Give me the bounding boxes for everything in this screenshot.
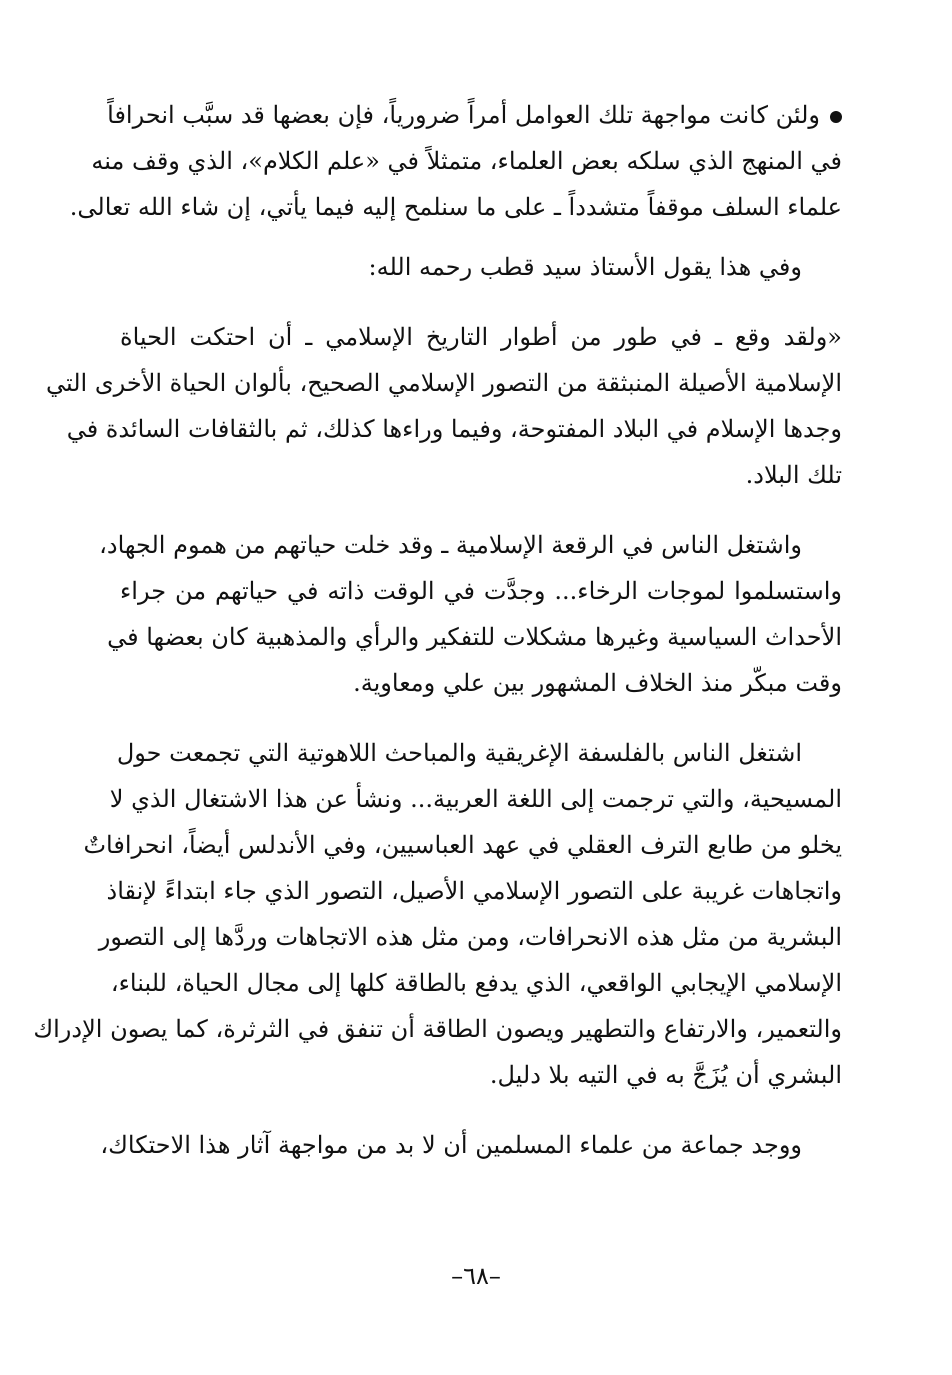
text-line: المسيحية، والتي ترجمت إلى اللغة العربية... ونشأ عن هذا الاشتغال الذي لا	[109, 785, 842, 813]
text-line: ووجد جماعة من علماء المسلمين أن لا بد من مواجهة آثار هذا الاحتكاك،	[100, 1131, 802, 1159]
bullet-icon	[830, 111, 842, 123]
text-line: واستسلموا لموجات الرخاء... وجدَّت في الوقت ذاته في حياتهم من جراء	[120, 577, 843, 605]
text-line: الأحداث السياسية وغيرها مشكلات للتفكير والرأي والمذهبية كان بعضها في	[107, 623, 842, 651]
paragraph-continuation	[100, 1122, 842, 1168]
text-line: ولئن كانت مواجهة تلك العوامل أمراً ضرورياً، فإن بعضها قد سبَّب انحرافاً	[120, 92, 842, 138]
text-line: واتجاهات غريبة على التصور الإسلامي الأصيل، التصور الذي جاء ابتداءً لإنقاذ	[106, 877, 842, 905]
text-line: البشري أن يُزَجَّ به في التيه بلا دليل.	[489, 1061, 842, 1089]
text-line: الإسلامية الأصيلة المنبثقة من التصور الإسلامي الصحيح، بألوان الحياة الأخرى التي	[45, 369, 842, 397]
paragraph-quote-1	[45, 314, 842, 498]
text-line: وجدها الإسلام في البلاد المفتوحة، وفيما وراءها كذلك، ثم بالثقافات السائدة في	[66, 415, 842, 443]
paragraph-quote-2	[99, 522, 843, 706]
text-line: الإسلامي الإيجابي الواقعي، الذي يدفع بالطاقة كلها إلى مجال الحياة، للبناء،	[110, 969, 842, 997]
text-line: اشتغل الناس بالفلسفة الإغريقية والمباحث اللاهوتية التي تجمعت حول	[116, 739, 802, 767]
document-page	[33, 92, 843, 1168]
paragraph-quote-3	[33, 730, 842, 1098]
text-line: واشتغل الناس في الرقعة الإسلامية ـ وقد خلت حياتهم من هموم الجهاد،	[99, 531, 802, 559]
text-line: وقت مبكّر منذ الخلاف المشهور بين علي ومعاوية.	[353, 669, 842, 697]
text-line: البشرية من مثل هذه الانحرافات، ومن مثل هذه الاتجاهات وردَّها إلى التصور	[98, 923, 842, 951]
text-line: يخلو من طابع الترف العقلي في عهد العباسيين، وفي الأندلس أيضاً، انحرافاتٌ	[83, 831, 842, 859]
text-line: علماء السلف موقفاً متشدداً ـ على ما سنلمح إليه فيما يأتي، إن شاء الله تعالى.	[69, 193, 842, 221]
text-line: في المنهج الذي سلكه بعض العلماء، متمثلاً في «علم الكلام»، الذي وقف منه	[91, 147, 842, 175]
paragraph-intro-quote	[120, 244, 842, 290]
text-line: «ولقد وقع ـ في طور من أطوار التاريخ الإسلامي ـ أن احتكت الحياة	[120, 323, 842, 351]
text-line: تلك البلاد.	[745, 461, 842, 489]
paragraph-bullet	[69, 92, 842, 230]
text-line: والتعمير، والارتفاع والتطهير ويصون الطاقة أن تنفق في الثرثرة، كما يصون الإدراك	[33, 1015, 842, 1043]
page-number: –٦٨–	[451, 1262, 501, 1290]
text-line: وفي هذا يقول الأستاذ سيد قطب رحمه الله:	[368, 253, 802, 281]
